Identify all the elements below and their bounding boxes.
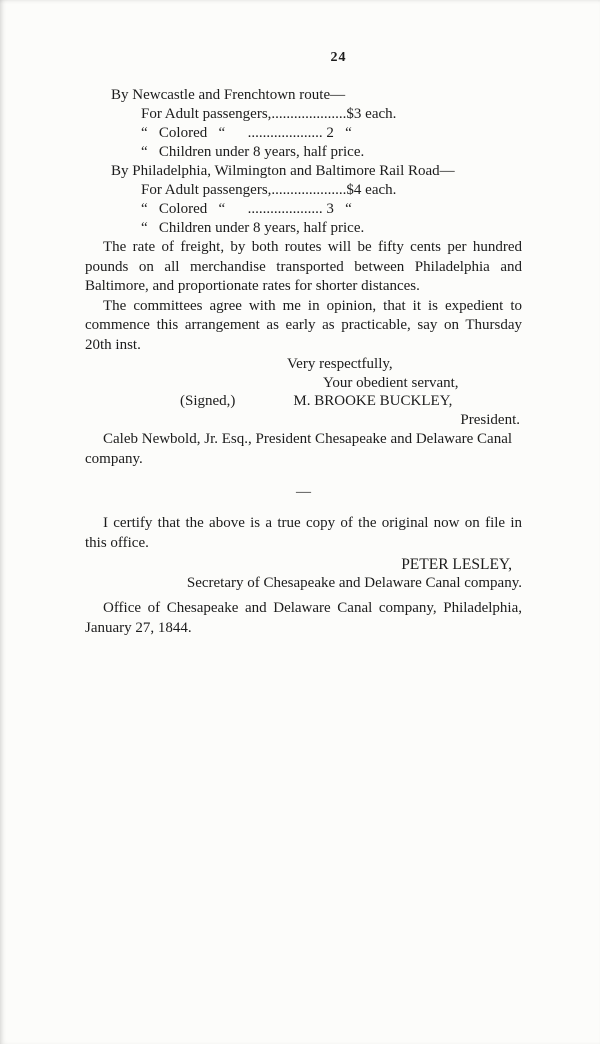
route2-colored-fare: “ Colored “ .................... 3 “ [141, 201, 352, 217]
office-date-paragraph: Office of Chesapeake and Delaware Canal company, Philadelphia, January 27, 1844. [85, 600, 522, 636]
signed-row [85, 392, 522, 411]
freight-rate-paragraph: The rate of freight, by both routes will be fifty cents per hundred pounds on all merchandise transported between Philadelphia and Baltimore, and proportionate rates for shorter distances. [85, 239, 522, 294]
route1-heading: By Newcastle and Frenchtown route— [111, 87, 346, 103]
certification-paragraph: I certify that the above is a true copy of the original now on file in this office. [85, 515, 522, 551]
signer-name: M. BROOKE BUCKLEY, [293, 393, 453, 409]
closing-servant: Your obedient servant, [323, 374, 459, 391]
route1-colored-fare: “ Colored “ .................... 2 “ [141, 125, 352, 141]
signature-block [85, 355, 522, 429]
page-number: 24 [330, 50, 347, 65]
route2-heading: By Philadelphia, Wilmington and Baltimore Rail Road— [111, 163, 455, 179]
fare-schedule [85, 86, 522, 238]
route2-adult-fare: For Adult passengers,....................$4 each. [141, 182, 397, 198]
certifier-title: Secretary of Chesapeake and Delaware Canal company. [186, 575, 522, 591]
route1-adult-fare: For Adult passengers,....................$3 each. [141, 106, 397, 122]
committees-paragraph: The committees agree with me in opinion, that it is expedient to commence this arrangement as early as practicable, say on Thursday 20th inst. [85, 297, 522, 353]
route1-children-fare: “ Children under 8 years, half price. [141, 144, 365, 160]
closing-respectfully: Very respectfully, [287, 356, 393, 372]
signed-label: (Signed,) [180, 393, 236, 409]
signer-title: President. [460, 411, 520, 428]
section-divider: — [296, 484, 311, 500]
certifier-name: PETER LESLEY, [401, 556, 512, 573]
route2-children-fare: “ Children under 8 years, half price. [141, 220, 365, 236]
addressee-paragraph: Caleb Newbold, Jr. Esq., President Chesapeake and Delaware Canal company. [85, 431, 513, 467]
